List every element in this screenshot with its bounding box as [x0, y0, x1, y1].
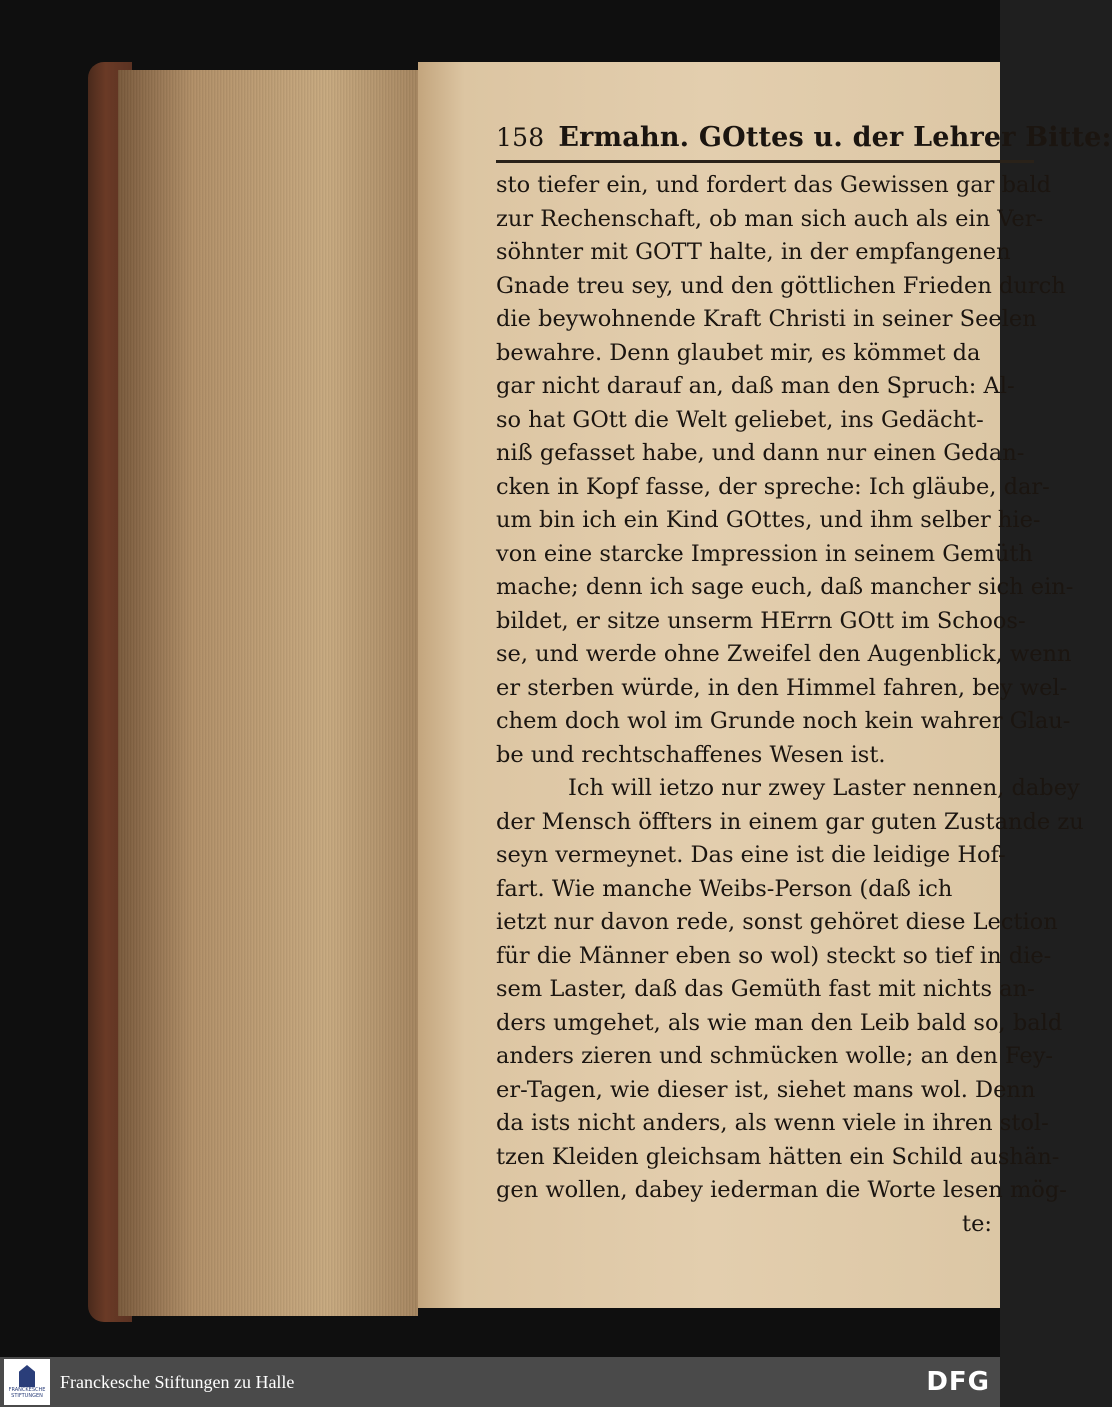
dfg-logo[interactable]: DFG: [926, 1367, 990, 1397]
text-line: anders zieren und schmücken wolle; an den Fey-: [496, 1043, 1054, 1069]
text-line: für die Männer eben so wol) steckt so tief in die-: [496, 942, 1052, 969]
logo-building-icon: [19, 1365, 35, 1387]
text-line: bildet, er sitze unserm HErrn GOtt im Schoos-: [496, 607, 1026, 634]
page-number: 158: [496, 123, 545, 152]
franckesche-stiftungen-logo[interactable]: [4, 1359, 50, 1405]
text-line: zur Rechenschaft, ob man sich auch als ein Ver-: [496, 205, 1044, 232]
text-line: mache; denn ich sage euch, daß mancher sich ein-: [496, 574, 1074, 600]
text-line: er sterben würde, in den Himmel fahren, bey wel-: [496, 674, 1068, 701]
text-block: [496, 118, 1112, 1241]
text-line: be und rechtschaffenes Wesen ist.: [496, 741, 886, 768]
viewer-footer: [0, 1357, 1000, 1407]
text-line: so hat GOtt die Welt geliebet, ins Gedächt-: [496, 406, 984, 433]
text-line: söhnter mit GOTT halte, in der empfangenen: [496, 239, 1011, 265]
text-line: gar nicht darauf an, daß man den Spruch: Al-: [496, 373, 1015, 399]
running-head: [496, 118, 1112, 158]
text-line: um bin ich ein Kind GOttes, und ihm selber hie-: [496, 507, 1041, 533]
catchword: te:: [962, 1210, 992, 1237]
text-line: tzen Kleiden gleichsam hätten ein Schild aushän-: [496, 1143, 1060, 1170]
text-line: chem doch wol im Grunde noch kein wahrer Glau-: [496, 708, 1071, 734]
text-line: seyn vermeynet. Das eine ist die leidige Hof-: [496, 842, 1006, 868]
text-line: Gnade treu sey, und den göttlichen Frieden durch: [496, 272, 1066, 299]
text-line: niß gefasset habe, und dann nur einen Gedan-: [496, 440, 1025, 466]
text-line: da ists nicht anders, als wenn viele in ihren stol-: [496, 1110, 1049, 1136]
text-line: cken in Kopf fasse, der spreche: Ich gläube, dar-: [496, 473, 1050, 500]
book-page: [418, 62, 1112, 1308]
text-line: der Mensch öffters in einem gar guten Zustande zu: [496, 808, 1084, 835]
body-text: [496, 169, 1084, 1208]
book: [88, 62, 1112, 1322]
running-head-title: Ermahn. GOttes u. der Lehrer Bitte:: [558, 122, 1112, 153]
text-line: sto tiefer ein, und fordert das Gewissen gar bald: [496, 172, 1051, 198]
text-line: Ich will ietzo nur zwey Laster nennen, dabey: [568, 775, 1080, 801]
text-line: von eine starcke Impression in seinem Gemüth: [496, 540, 1033, 567]
text-line: die beywohnende Kraft Christi in seiner Seelen: [496, 306, 1037, 332]
text-line: ders umgehet, als wie man den Leib bald so, bald: [496, 1009, 1063, 1036]
text-line: bewahre. Denn glaubet mir, es kömmet da: [496, 339, 981, 366]
text-line: er-Tagen, wie dieser ist, siehet mans wol. Denn: [496, 1076, 1036, 1103]
text-line: fart. Wie manche Weibs-Person (daß ich: [496, 875, 953, 902]
text-line: gen wollen, dabey iederman die Worte lesen mög-: [496, 1177, 1067, 1203]
header-rule: [496, 160, 1034, 163]
institution-name[interactable]: Franckesche Stiftungen zu Halle: [60, 1371, 295, 1392]
text-line: ietzt nur davon rede, sonst gehöret diese Lection: [496, 909, 1058, 935]
text-line: sem Laster, daß das Gemüth fast mit nichts an-: [496, 976, 1035, 1002]
logo-text: FRANCKESCHE STIFTUNGEN: [8, 1387, 46, 1399]
page-block-edge: [118, 70, 418, 1316]
text-line: se, und werde ohne Zweifel den Augenblick, wenn: [496, 641, 1072, 667]
